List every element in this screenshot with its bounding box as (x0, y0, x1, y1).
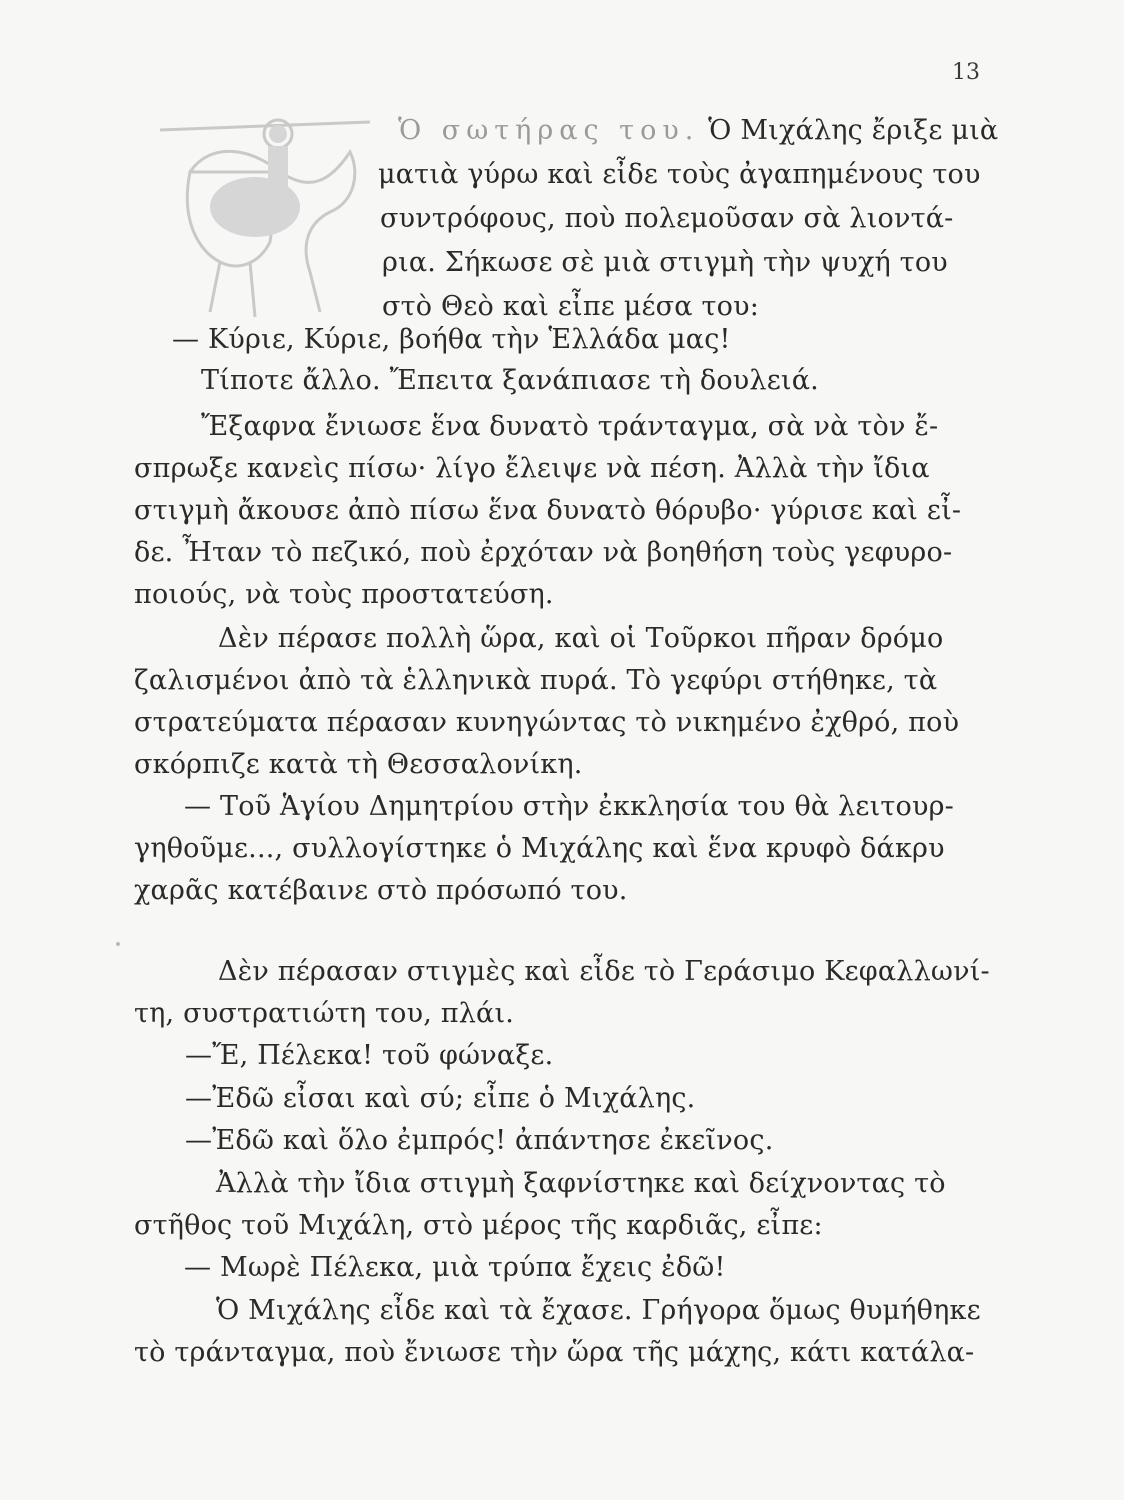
text-segment: Ὁ σωτήρας του. (398, 115, 700, 146)
text-line: τὸ τράνταγμα, ποὺ ἔνιωσε τὴν ὥρα τῆς μάχης, κάτι κατάλα- (134, 1337, 975, 1368)
text-line: Δὲν πέρασε πολλὴ ὥρα, καὶ οἱ Τοῦρκοι πῆραν δρόμο (218, 623, 944, 654)
text-line: ματιὰ γύρω καὶ εἶδε τοὺς ἀγαπημένους του (378, 159, 981, 190)
text-line: γηθοῦμε..., συλλογίστηκε ὁ Μιχάλης καὶ ἕνα κρυφὸ δάκρυ (134, 833, 945, 864)
stray-mark (116, 942, 120, 946)
text-segment: Ὁ Μιχάλης ἔριξε μιὰ (699, 115, 999, 146)
text-line: ρια. Σήκωσε σὲ μιὰ στιγμὴ τὴν ψυχή του (382, 247, 948, 278)
text-line: — Τοῦ Ἁγίου Δημητρίου στὴν ἐκκλησία του θὰ λειτουρ- (184, 791, 955, 822)
text-line: χαρᾶς κατέβαινε στὸ πρόσωπό του. (134, 875, 628, 906)
text-line: τη, συστρατιώτη του, πλάι. (134, 998, 515, 1029)
text-line: Δὲν πέρασαν στιγμὲς καὶ εἶδε τὸ Γεράσιμο Κεφαλλωνί- (218, 956, 990, 987)
text-line: Ἔξαφνα ἔνιωσε ἕνα δυνατὸ τράνταγμα, σὰ νὰ τὸν ἔ- (201, 411, 939, 442)
text-line: στῆθος τοῦ Μιχάλη, στὸ μέρος τῆς καρδιᾶς, εἶπε: (134, 1210, 823, 1241)
saint-demetrius-horseman-icon (160, 112, 375, 327)
text-line: ποιούς, νὰ τοὺς προστατεύση. (134, 579, 554, 610)
text-line: στὸ Θεὸ καὶ εἶπε μέσα του: (382, 291, 760, 322)
text-line: — Κύριε, Κύριε, βοήθα τὴν Ἑλλάδα μας! (172, 324, 731, 355)
text-line: Ὁ Μιχάλης εἶδε καὶ τὰ ἔχασε. Γρήγορα ὅμως θυμήθηκε (216, 1295, 981, 1326)
text-line: στιγμὴ ἄκουσε ἀπὸ πίσω ἕνα δυνατὸ θόρυβο· γύρισε καὶ εἶ- (134, 495, 962, 526)
text-line: Ἀλλὰ τὴν ἴδια στιγμὴ ξαφνίστηκε καὶ δείχνοντας τὸ (216, 1168, 946, 1199)
text-line (398, 114, 998, 148)
text-line: σκόρπιζε κατὰ τὴ Θεσσαλονίκη. (134, 749, 583, 780)
page-number: 13 (952, 60, 980, 85)
text-line: σπρωξε κανεὶς πίσω· λίγο ἔλειψε νὰ πέση. Ἀλλὰ τὴν ἴδια (134, 453, 930, 484)
text-line: δε. Ἦταν τὸ πεζικό, ποὺ ἐρχόταν νὰ βοηθήση τοὺς γεφυρο- (134, 537, 953, 568)
text-line: ζαλισμένοι ἀπὸ τὰ ἑλληνικὰ πυρά. Τὸ γεφύρι στήθηκε, τὰ (134, 665, 938, 696)
text-line: Τίποτε ἄλλο. Ἔπειτα ξανάπιασε τὴ δουλειά. (201, 365, 819, 396)
text-line: συντρόφους, ποὺ πολεμοῦσαν σὰ λιοντά- (380, 203, 954, 234)
text-line: —Ἐδῶ καὶ ὅλο ἐμπρός! ἀπάντησε ἐκεῖνος. (185, 1125, 774, 1156)
text-line: — Μωρὲ Πέλεκα, μιὰ τρύπα ἔχεις ἐδῶ! (184, 1252, 726, 1283)
text-line: —Ἐδῶ εἶσαι καὶ σύ; εἶπε ὁ Μιχάλης. (185, 1083, 696, 1114)
text-line: —Ἔ, Πέλεκα! τοῦ φώναξε. (185, 1040, 554, 1071)
text-line: στρατεύματα πέρασαν κυνηγώντας τὸ νικημένο ἐχθρό, ποὺ (134, 707, 960, 738)
